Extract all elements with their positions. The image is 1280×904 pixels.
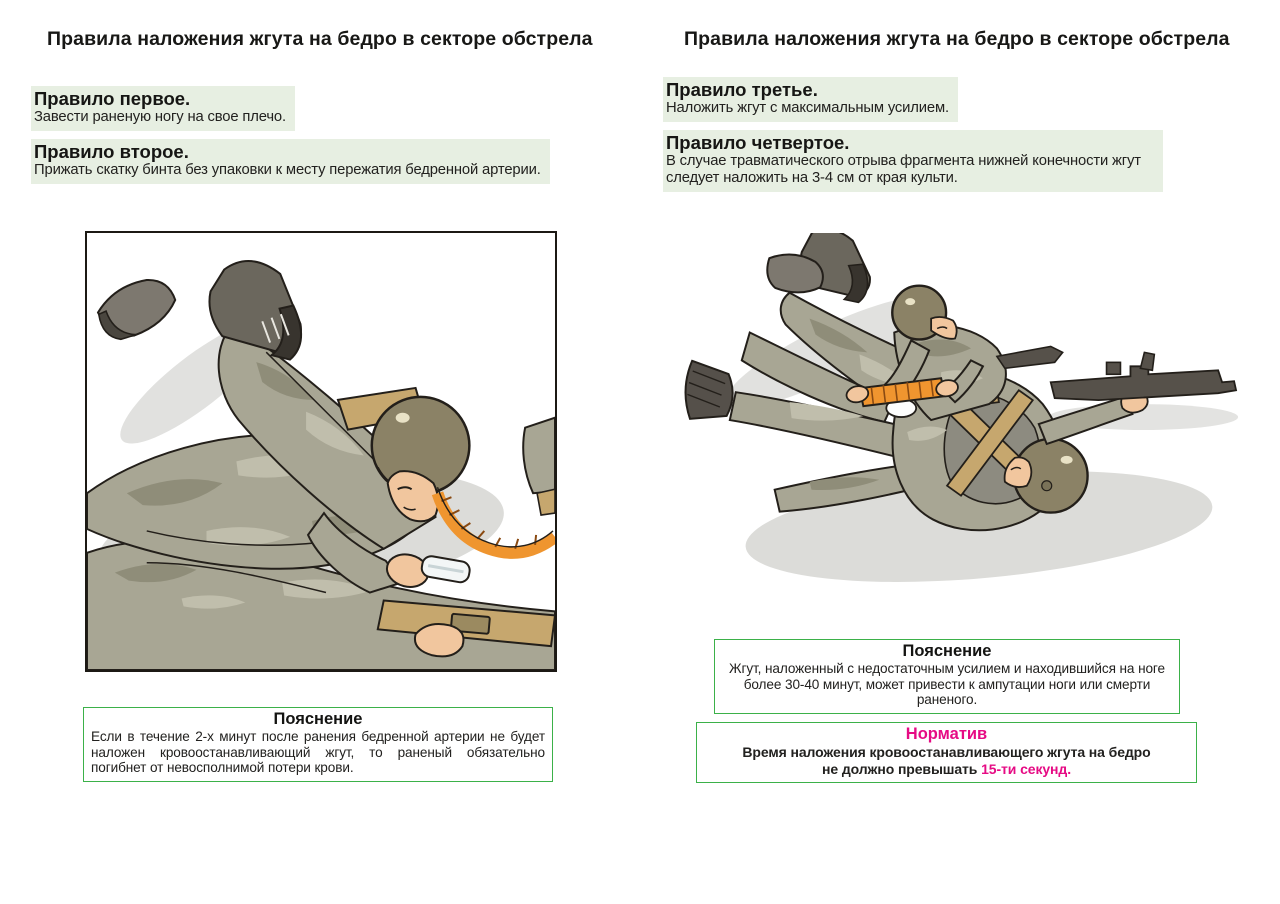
rule-fourth-heading: Правило четвертое. <box>666 132 850 153</box>
explanation-right-body: Жгут, наложенный с недостаточным усилием и находившийся на ноге более 30-40 минут, может привести к ампутации ноги или смерти раненого. <box>729 661 1165 708</box>
rule-third-heading: Правило третье. <box>666 79 818 100</box>
rule-third <box>663 77 958 122</box>
rule-second-heading: Правило второе. <box>34 141 189 162</box>
rule-fourth-body: В случае травматического отрыва фрагмента нижней конечности жгут следует наложить на 3-4 см от края культи. <box>666 153 1141 186</box>
explanation-left-body: Если в течение 2-х минут после ранения бедренной артерии не будет наложен кровоостанавливающий жгут, то раненый обязательно погибнет от невосполнимой потери крови. <box>91 729 545 776</box>
wounded-boot <box>681 360 737 424</box>
standard-box <box>696 722 1197 783</box>
standard-line2-magenta: 15-ти секунд. <box>981 760 1071 777</box>
standard-line1: Время наложения кровоостанавливающего жгута на бедро <box>742 744 1151 760</box>
illustration-left-frame <box>85 231 557 672</box>
explanation-right-title: Пояснение <box>902 642 992 660</box>
left-boot <box>91 270 181 346</box>
standard-title: Норматив <box>905 725 988 743</box>
illustration-right <box>680 233 1258 631</box>
rule-fourth <box>663 130 1163 192</box>
standard-body <box>704 744 1189 777</box>
rule-third-body: Наложить жгут с максимальным усилием. <box>666 100 949 116</box>
explanation-box-left <box>83 707 553 782</box>
rule-second-body: Прижать скатку бинта без упаковки к месту пережатия бедренной артерии. <box>34 162 541 178</box>
explanation-left-title: Пояснение <box>273 710 363 728</box>
page-title-right: Правила наложения жгута на бедро в секторе обстрела <box>684 28 1230 50</box>
rule-first <box>31 86 295 131</box>
rule-second <box>31 139 550 184</box>
explanation-box-right <box>714 639 1180 714</box>
rule-first-body: Завести раненую ногу на свое плечо. <box>34 109 286 125</box>
rifle-barrel <box>997 346 1063 368</box>
standard-line2-black: не должно превышать <box>822 760 982 777</box>
wounded-arm <box>523 418 555 493</box>
page-title-left: Правила наложения жгута на бедро в секторе обстрела <box>47 28 593 50</box>
bandage-roll <box>420 555 471 584</box>
rule-first-heading: Правило первое. <box>34 88 191 109</box>
rifle <box>1051 352 1236 400</box>
illustration-left <box>87 233 555 670</box>
wounded-fist <box>415 624 464 656</box>
